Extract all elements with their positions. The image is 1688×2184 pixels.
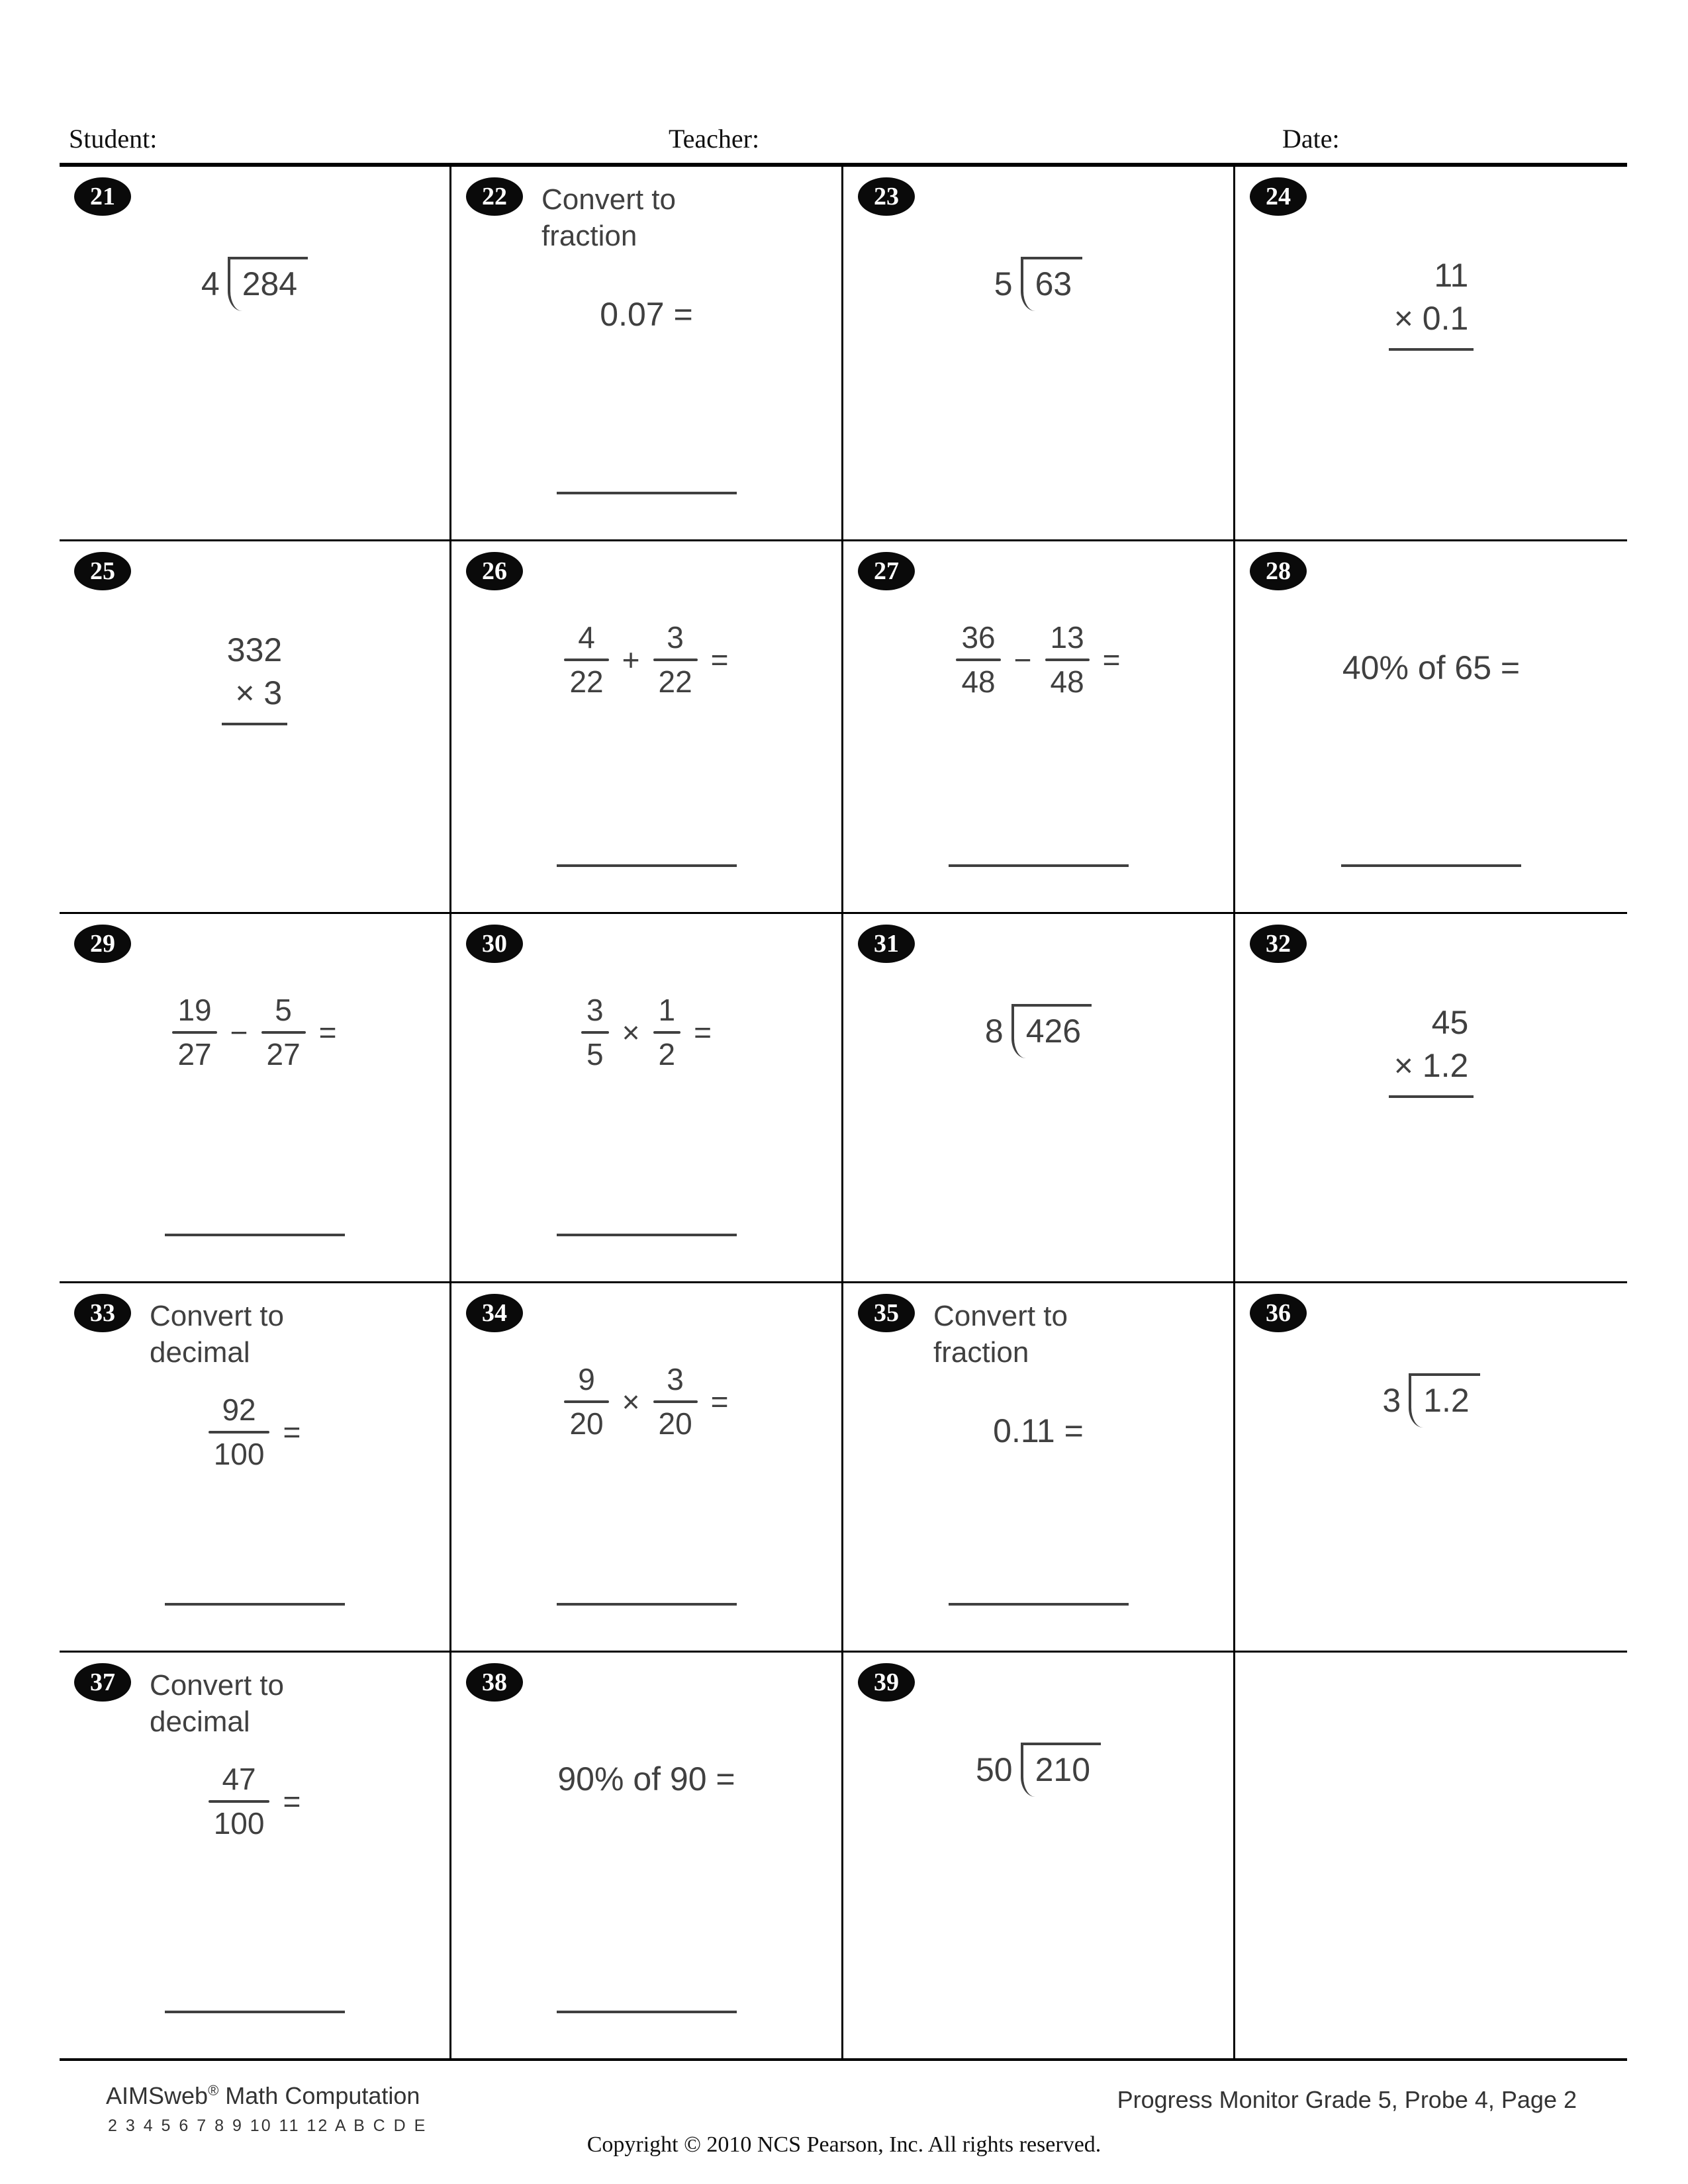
fraction [564,621,608,698]
expression: 40% of 65 = [1342,649,1521,686]
denominator: 22 [658,664,692,699]
problem-number-badge: 30 [466,925,523,963]
numerator: 3 [586,993,604,1027]
answer-blank[interactable] [949,1603,1129,1606]
problem-number-badge: 35 [858,1294,915,1332]
problem-header [843,1283,1233,1371]
denominator: 100 [213,1436,265,1471]
operator: × [622,1384,640,1419]
problem-content [451,1760,841,1798]
fraction [653,1363,698,1440]
answer-blank[interactable] [1341,864,1521,867]
problem-number-badge: 34 [466,1294,523,1332]
multiplicand: 45 [1431,1004,1469,1041]
fraction [261,993,306,1071]
long-division-problem [985,1004,1092,1058]
answer-blank[interactable] [557,492,737,494]
problem-cell-26 [451,541,843,914]
problem-cell-35 [843,1283,1235,1653]
fraction-expression [209,1762,301,1840]
fraction-bar [1045,659,1090,661]
problem-content [451,295,841,334]
fraction-bar [653,659,698,661]
instruction-line: Convert to [150,1300,284,1332]
problem-cell-30 [451,914,843,1283]
expression: 0.11 = [993,1412,1084,1449]
numerator: 92 [222,1392,256,1427]
fraction-expression [956,621,1120,698]
long-division-problem [976,1743,1101,1797]
answer-blank[interactable] [557,1603,737,1606]
denominator: 5 [586,1036,604,1071]
answer-blank[interactable] [165,1234,345,1236]
multiplicand: 11 [1434,257,1469,294]
instruction-line: decimal [150,1336,250,1369]
numerator: 3 [667,1362,684,1396]
denominator: 27 [266,1036,301,1071]
answer-blank[interactable] [557,1234,737,1236]
dividend: 63 [1021,257,1083,311]
answer-blank[interactable] [165,1603,345,1606]
vertical-multiplication-problem [1389,254,1474,351]
fraction-bar [209,1800,270,1803]
brand-name: AIMSweb [106,2082,209,2109]
instruction [541,181,676,254]
divisor: 3 [1382,1382,1401,1419]
brand-text [106,2082,420,2110]
divisor: 4 [201,265,220,302]
numerator: 36 [961,620,996,655]
problem-cell-28 [1235,541,1627,914]
dividend: 1.2 [1409,1373,1480,1428]
equals-sign: = [283,1784,301,1819]
problem-cell-32 [1235,914,1627,1283]
fraction [209,1393,270,1471]
copyright-text: Copyright © 2010 NCS Pearson, Inc. All rights reserved. [586,2132,1102,2157]
problem-content [1235,254,1627,351]
problem-number-badge: 37 [74,1663,131,1702]
fraction [564,1363,608,1440]
instruction [150,1667,284,1740]
problem-content [451,621,841,698]
empty-cell [1235,1653,1627,2058]
denominator: 20 [658,1406,692,1441]
date-label: Date: [1282,124,1340,154]
problem-content [60,257,449,311]
equals-sign: = [694,1015,712,1050]
answer-blank[interactable] [165,2011,345,2013]
problem-cell-37 [60,1653,451,2058]
fraction-bar [564,659,608,661]
numerator: 47 [222,1762,256,1796]
instruction [150,1298,284,1371]
long-division-problem [201,257,308,311]
fraction-bar [564,1400,608,1403]
fraction [653,621,698,698]
problems-grid [60,163,1627,2061]
expression: 90% of 90 = [557,1760,735,1797]
problem-content [451,993,841,1071]
instruction-line: Convert to [541,183,676,216]
fraction-bar [261,1031,306,1034]
problem-number-badge: 38 [466,1663,523,1702]
problem-number-badge: 21 [74,177,131,216]
multiplicand: 332 [226,631,283,668]
problem-header [60,1653,449,1740]
fraction-bar [172,1031,216,1034]
fraction [653,993,681,1071]
problem-header [60,1283,449,1371]
problem-cell-21 [60,167,451,541]
divisor: 8 [984,1013,1004,1050]
problem-header [451,167,841,254]
problem-number-badge: 29 [74,925,131,963]
registered-mark: ® [208,2082,219,2099]
problem-cell-23 [843,167,1235,541]
instruction-line: Convert to [150,1669,284,1702]
equals-sign: = [710,1384,729,1419]
problem-number-badge: 26 [466,552,523,590]
answer-blank[interactable] [557,2011,737,2013]
student-label: Student: [69,124,158,154]
dividend: 426 [1011,1004,1092,1058]
long-division-problem [1382,1373,1479,1428]
operator: − [230,1015,248,1050]
problem-cell-22 [451,167,843,541]
problem-number-badge: 39 [858,1663,915,1702]
problem-content [1235,1373,1627,1428]
fraction [172,993,216,1071]
dividend: 210 [1021,1743,1101,1797]
instruction-line: Convert to [933,1300,1068,1332]
vertical-multiplication-problem [222,629,287,725]
answer-blank[interactable] [949,864,1129,867]
problem-content [1235,649,1627,687]
fraction [209,1762,270,1840]
problem-cell-33 [60,1283,451,1653]
problem-content [843,1004,1233,1058]
problem-content [60,629,449,725]
numerator: 5 [275,993,292,1027]
fraction-expression [564,621,728,698]
fraction-bar [209,1431,270,1433]
problem-number-badge: 28 [1250,552,1307,590]
problem-number-badge: 25 [74,552,131,590]
fraction [956,621,1000,698]
denominator: 22 [569,664,604,699]
operator: − [1013,642,1032,677]
teacher-label: Teacher: [669,124,760,154]
multiplier-row: × 1.2 [1393,1047,1469,1084]
fraction-expression [581,993,712,1071]
fraction-bar [653,1400,698,1403]
problem-cell-39 [843,1653,1235,2058]
fraction-expression [209,1393,301,1471]
problem-number-badge: 36 [1250,1294,1307,1332]
problem-number-badge: 23 [858,177,915,216]
problem-number-badge: 31 [858,925,915,963]
instruction-line: decimal [150,1706,250,1738]
fraction-expression [172,993,336,1071]
fraction [1045,621,1090,698]
vertical-multiplication-problem [1389,1001,1474,1098]
problem-cell-34 [451,1283,843,1653]
numerator: 13 [1050,620,1084,655]
equals-sign: = [283,1414,301,1449]
problem-content [60,993,449,1071]
brand-suffix: Math Computation [218,2082,420,2109]
denominator: 48 [1050,664,1084,699]
problem-cell-27 [843,541,1235,914]
fraction-bar [653,1031,681,1034]
numerator: 3 [667,620,684,655]
problem-content [60,1762,449,1840]
denominator: 20 [569,1406,604,1441]
problem-content [60,1393,449,1471]
grade-level-row: 2 3 4 5 6 7 8 9 10 11 12 A B C D E [108,2116,428,2135]
problem-cell-24 [1235,167,1627,541]
problem-number-badge: 24 [1250,177,1307,216]
multiplier-row: × 0.1 [1393,300,1469,337]
denominator: 27 [177,1036,212,1071]
problem-content [1235,1001,1627,1098]
operator: + [622,642,640,677]
expression: 0.07 = [600,296,693,333]
fraction-bar [581,1031,609,1034]
denominator: 48 [961,664,996,699]
instruction-line: fraction [933,1336,1029,1369]
problem-number-badge: 32 [1250,925,1307,963]
problem-content [843,1743,1233,1797]
problem-content [451,1363,841,1440]
instruction-line: fraction [541,220,637,252]
denominator: 100 [213,1805,265,1841]
multiplier-row: × 3 [235,674,283,711]
problem-cell-31 [843,914,1235,1283]
operator: × [622,1015,640,1050]
problem-content [843,257,1233,311]
equals-sign: = [710,642,729,677]
denominator: 2 [658,1036,676,1071]
fraction-bar [956,659,1000,661]
answer-blank[interactable] [557,864,737,867]
problem-content [843,1412,1233,1450]
problem-number-badge: 33 [74,1294,131,1332]
fraction [581,993,609,1071]
divisor: 50 [975,1751,1013,1788]
divisor: 5 [994,265,1013,302]
numerator: 4 [578,620,595,655]
instruction [933,1298,1068,1371]
problem-content [843,621,1233,698]
problem-cell-29 [60,914,451,1283]
numerator: 1 [658,993,676,1027]
problem-number-badge: 27 [858,552,915,590]
dividend: 284 [228,257,308,311]
fraction-expression [564,1363,728,1440]
numerator: 19 [177,993,212,1027]
equals-sign: = [318,1015,337,1050]
equals-sign: = [1102,642,1121,677]
long-division-problem [994,257,1082,311]
page-info: Progress Monitor Grade 5, Probe 4, Page 2 [1117,2086,1577,2113]
numerator: 9 [578,1362,595,1396]
problem-cell-25 [60,541,451,914]
problem-cell-36 [1235,1283,1627,1653]
problem-number-badge: 22 [466,177,523,216]
problem-cell-38 [451,1653,843,2058]
